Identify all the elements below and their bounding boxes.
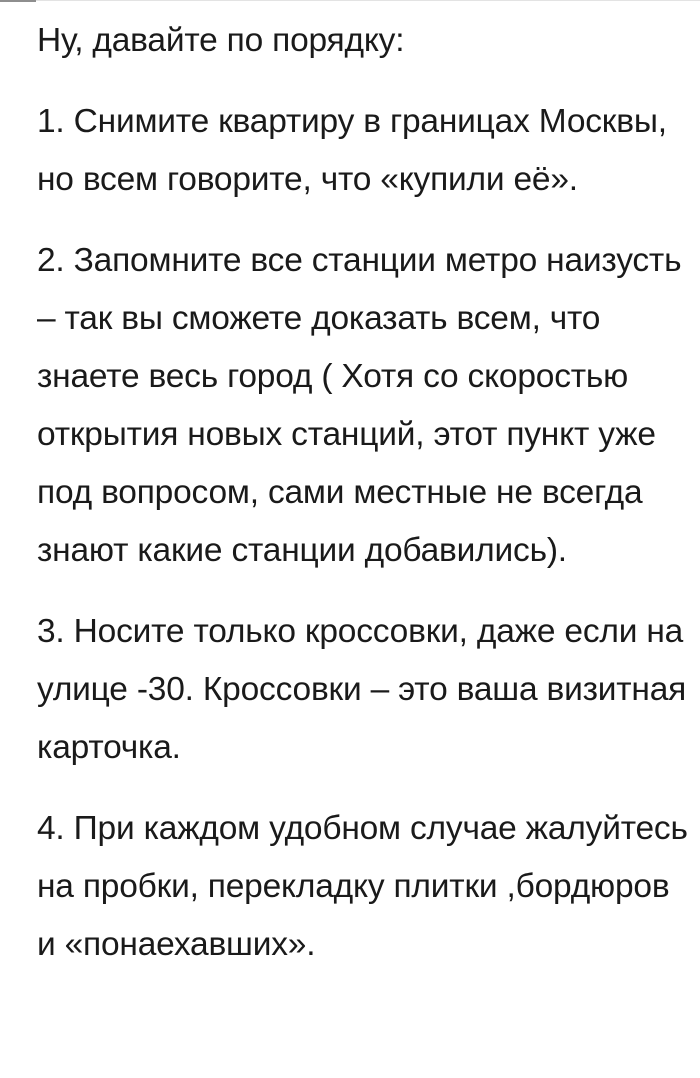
top-edge-mark bbox=[0, 0, 36, 2]
intro-line: Ну, давайте по порядку: bbox=[37, 22, 405, 59]
list-item-3: 3. Носите только кроссовки, даже если на улице -30. Кроссовки – это ваша визитная карточка. bbox=[37, 613, 687, 766]
post-body bbox=[37, 12, 692, 974]
top-divider bbox=[0, 0, 700, 1]
list-item-2: 2. Запомните все станции метро наизусть – так вы сможете доказать всем, что знаете весь город ( Хотя со скоростью открытия новых станций, этот пункт уже под вопросом, сами местные не всегда знают какие станции добавились). bbox=[37, 242, 682, 569]
list-item-4: 4. При каждом удобном случае жалуйтесь на пробки, перекладку плитки ,бордюров и «понаехавших». bbox=[37, 810, 688, 963]
list-item-1: 1. Снимите квартиру в границах Москвы, но всем говорите, что «купили её». bbox=[37, 103, 667, 198]
